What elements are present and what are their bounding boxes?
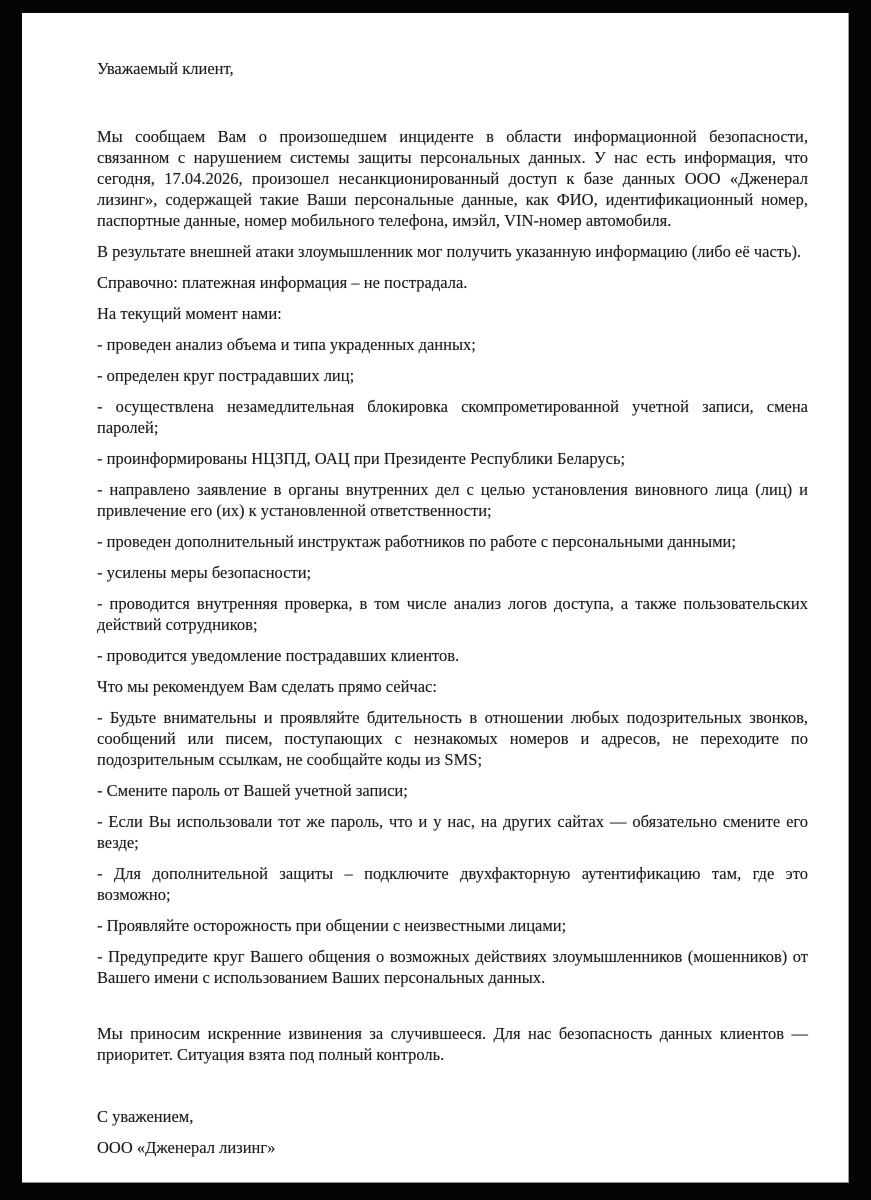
recommendation-list-item: - Предупредите круг Вашего общения о возможных действиях злоумышленников (мошенников) от Вашего имени с использованием Ваших персональных данных. bbox=[97, 947, 808, 987]
action-list-item: - проинформированы НЦЗПД, ОАЦ при Президенте Республики Беларусь; bbox=[97, 449, 626, 468]
recommendation-list-item: - Смените пароль от Вашей учетной записи; bbox=[97, 781, 408, 800]
action-list-item: - проводится внутренняя проверка, в том числе анализ логов доступа, а также пользовательских действий сотрудников; bbox=[97, 594, 808, 634]
action-list-item: - осуществлена незамедлительная блокировка скомпрометированной учетной записи, смена паролей; bbox=[97, 397, 808, 437]
greeting-line: Уважаемый клиент, bbox=[97, 59, 234, 78]
action-list-item: - проводится уведомление пострадавших клиентов. bbox=[97, 646, 460, 665]
recommendation-list-item: - Будьте внимательны и проявляйте бдительность в отношении любых подозрительных звонков, сообщений или писем, поступающих с незнакомых номеров и адресов, не переходите по подозрительным ссылкам, не сообщайте коды из SMS; bbox=[97, 708, 808, 769]
incident-intro-paragraph: Мы сообщаем Вам о произошедшем инциденте в области информационной безопасности, связанном с нарушением системы защиты персональных данных. У нас есть информация, что сегодня, 17.04.2026, произошел несанкционированный доступ к базе данных ООО «Дженерал лизинг», содержащей такие Ваши персональные данные, как ФИО, идентификационный номер, паспортные данные, номер мобильного телефона, имэйл, VIN-номер автомобиля. bbox=[97, 127, 808, 230]
recommendations-list bbox=[97, 707, 808, 988]
attack-result-paragraph: В результате внешней атаки злоумышленник мог получить указанную информацию (либо её часть). bbox=[97, 242, 802, 261]
apology-paragraph: Мы приносим искренние извинения за случившееся. Для нас безопасность данных клиентов — приоритет. Ситуация взята под полный контроль. bbox=[97, 1024, 808, 1064]
action-list-item: - проведен дополнительный инструктаж работников по работе с персональными данными; bbox=[97, 532, 736, 551]
letter-content bbox=[97, 58, 808, 1168]
actions-list bbox=[97, 334, 808, 666]
payment-info-note: Справочно: платежная информация – не пострадала. bbox=[97, 273, 468, 292]
recommendation-list-item: - Проявляйте осторожность при общении с неизвестными лицами; bbox=[97, 916, 567, 935]
recommendation-list-item: - Если Вы использовали тот же пароль, что и у нас, на других сайтах — обязательно смените его везде; bbox=[97, 812, 808, 852]
action-list-item: - направлено заявление в органы внутренних дел с целью установления виновного лица (лиц) и привлечение его (их) к установленной ответственности; bbox=[97, 480, 808, 520]
recommendation-list-item: - Для дополнительной защиты – подключите двухфакторную аутентификацию там, где это возможно; bbox=[97, 864, 808, 904]
company-signature: ООО «Дженерал лизинг» bbox=[97, 1138, 276, 1157]
document-page bbox=[22, 13, 849, 1183]
action-list-item: - определен круг пострадавших лиц; bbox=[97, 366, 355, 385]
actions-heading: На текущий момент нами: bbox=[97, 304, 282, 323]
action-list-item: - усилены меры безопасности; bbox=[97, 563, 312, 582]
closing-line: С уважением, bbox=[97, 1107, 194, 1126]
recommendations-heading: Что мы рекомендуем Вам сделать прямо сейчас: bbox=[97, 677, 437, 696]
action-list-item: - проведен анализ объема и типа украденных данных; bbox=[97, 335, 476, 354]
